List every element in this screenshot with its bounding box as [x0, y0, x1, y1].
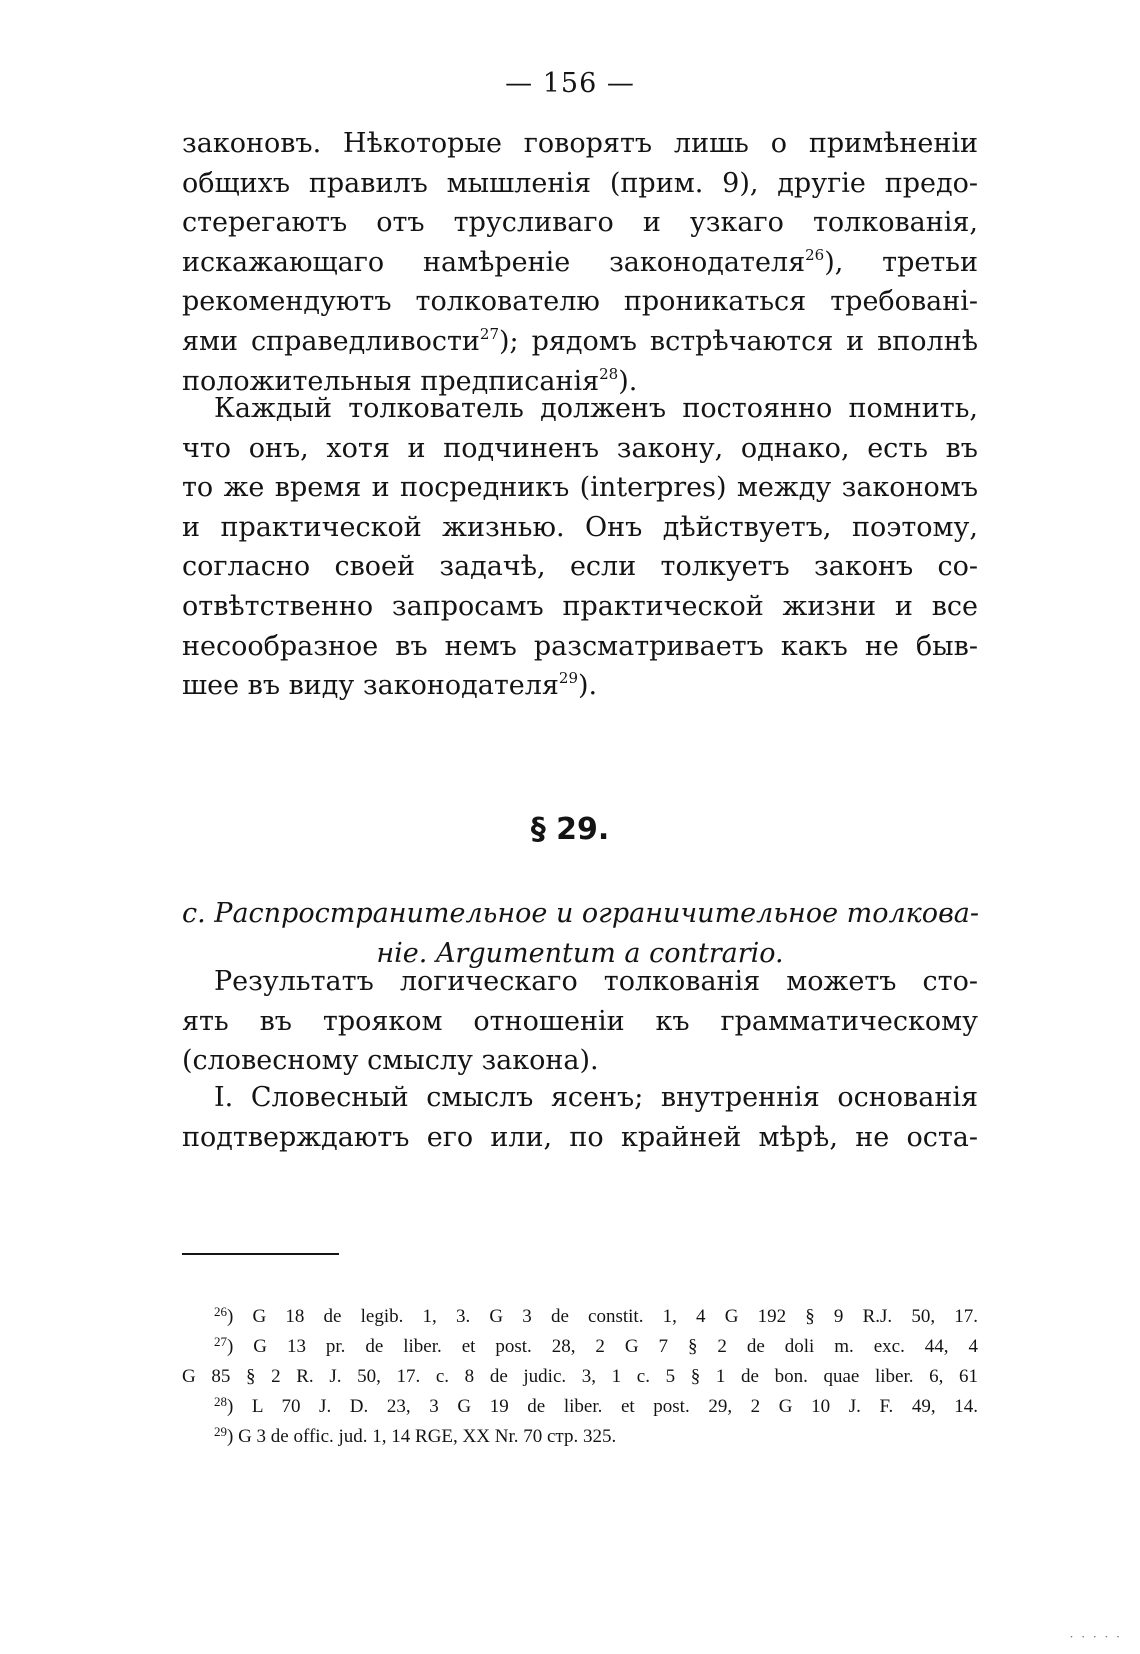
subtitle-line: c. Распространительное и ограничительное толкова- — [182, 898, 980, 929]
section-heading: § 29. — [530, 812, 610, 847]
scan-corner-mark: · · · · · — [1069, 1630, 1122, 1644]
footnote-divider — [182, 1253, 339, 1255]
footnote-ref: 26 — [805, 245, 825, 264]
text-line: положительныя предписанія$^{28}$). — [182, 364, 638, 397]
subtitle-line: ніе. Argumentum a contrario. — [376, 938, 784, 969]
text-line: то же время и посредникъ (interpres) между закономъ — [182, 472, 978, 504]
page-number: — 156 — — [505, 68, 635, 99]
text-line: подтверждаютъ его или, по крайней мѣрѣ, не оста- — [182, 1121, 978, 1153]
footnote-27: $^{27}$) G 13 pr. de liber. et post. 28, 2 G 7 § 2 de doli m. exc. 44, 4 — [214, 1334, 978, 1357]
paragraph-3 — [182, 962, 978, 1081]
footnote-29: $^{29}$) G 3 de offic. jud. 1, 14 RGE, XX Nr. 70 стр. 325. — [214, 1424, 617, 1447]
text-line: стерегаютъ отъ трусливаго и узкаго толкованія, — [182, 207, 978, 239]
text-line: законовъ. Нѣкоторые говорятъ лишь о примѣненіи — [182, 128, 978, 159]
text-line: Результатъ логическаго толкованія можетъ сто- — [214, 966, 978, 997]
text-line: Каждый толкователь долженъ постоянно помнить, — [214, 393, 978, 424]
text-line: шее въ виду законодателя$^{29}$). — [182, 669, 598, 702]
text-line: рекомендуютъ толкователю проникаться требовані- — [182, 286, 978, 318]
text-line: ять въ трояком отношеніи къ грамматическому — [182, 1005, 978, 1037]
text-line: несообразное въ немъ разсматриваетъ какъ не быв- — [182, 630, 978, 662]
footnote-27-continued: G 85 § 2 R. J. 50, 17. c. 8 de judic. 3, 1 c. 5 § 1 de bon. quae liber. 6, 61 — [182, 1366, 978, 1387]
paragraph-1 — [182, 124, 978, 401]
text-line: что онъ, хотя и подчиненъ закону, однако, есть въ — [182, 432, 978, 464]
text-line: согласно своей задачѣ, если толкуетъ законъ со- — [182, 551, 978, 583]
footnote-26: $^{26}$) G 18 de legib. 1, 3. G 3 de constit. 1, 4 G 192 § 9 R.J. 50, 17. — [214, 1304, 978, 1327]
text-line: ями справедливости$^{27}$); рядомъ встрѣчаются и вполнѣ — [182, 324, 978, 357]
paragraph-2 — [182, 389, 978, 706]
footnotes — [182, 1302, 978, 1452]
text-line: (словесному смыслу закона). — [182, 1045, 599, 1077]
footnote-28: $^{28}$) L 70 J. D. 23, 3 G 19 de liber. et post. 29, 2 G 10 J. F. 49, 14. — [214, 1394, 978, 1417]
footnote-ref: 29 — [558, 669, 579, 688]
text-line: отвѣтственно запросамъ практической жизни и все — [182, 590, 978, 622]
footnote-ref: 27 — [479, 324, 500, 343]
text-line: и практической жизнью. Онъ дѣйствуетъ, поэтому, — [182, 511, 978, 543]
footnote-ref: 28 — [599, 364, 619, 383]
text-line: искажающаго намѣреніе законодателя$^{26}$), третьи — [182, 245, 978, 278]
text-line: общихъ правилъ мышленія (прим. 9), другіе предо- — [182, 167, 978, 199]
paragraph-4 — [182, 1078, 978, 1157]
text-line: I. Словесный смыслъ ясенъ; внутреннія основанія — [214, 1082, 978, 1113]
